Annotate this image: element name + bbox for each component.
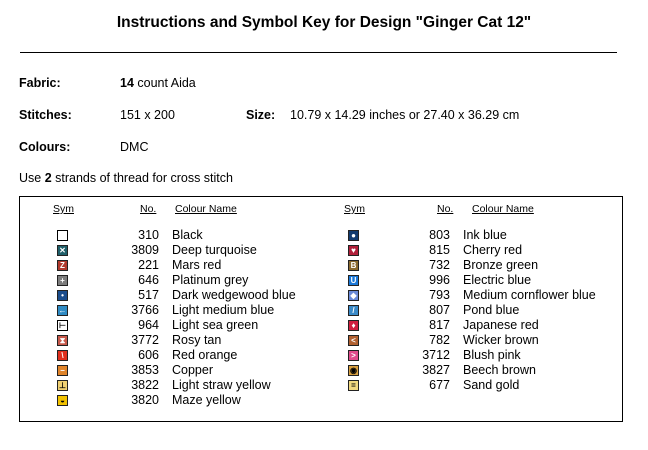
t-bar-icon: ⊢ bbox=[57, 320, 68, 331]
ring-icon: ◉ bbox=[348, 365, 359, 376]
minus-icon: − bbox=[57, 365, 68, 376]
stitches-label: Stitches: bbox=[19, 108, 72, 122]
header-sym-left: Sym bbox=[53, 203, 74, 215]
colour-name: Blush pink bbox=[463, 348, 521, 362]
hourglass-icon: ⧗ bbox=[57, 335, 68, 346]
inverted-t-icon: ⊥ bbox=[57, 380, 68, 391]
colour-name: Wicker brown bbox=[463, 333, 539, 347]
colour-name: Light medium blue bbox=[172, 303, 275, 317]
dmc-number: 3772 bbox=[131, 333, 159, 347]
slash-forward-icon: / bbox=[348, 305, 359, 316]
colour-name: Deep turquoise bbox=[172, 243, 257, 257]
dmc-number: 3809 bbox=[131, 243, 159, 257]
dmc-number: 964 bbox=[138, 318, 159, 332]
strand-instruction: Use 2 strands of thread for cross stitch bbox=[19, 171, 233, 185]
title-divider bbox=[20, 52, 617, 53]
colour-name: Cherry red bbox=[463, 243, 523, 257]
dmc-number: 3712 bbox=[422, 348, 450, 362]
z-icon: Z bbox=[57, 260, 68, 271]
colours-value: DMC bbox=[120, 140, 149, 154]
colour-name: Dark wedgewood blue bbox=[172, 288, 296, 302]
colour-name: Platinum grey bbox=[172, 273, 249, 287]
size-value: 10.79 x 14.29 inches or 27.40 x 36.29 cm bbox=[290, 108, 520, 122]
dmc-number: 807 bbox=[429, 303, 450, 317]
plus-icon: + bbox=[57, 275, 68, 286]
dmc-number: 677 bbox=[429, 378, 450, 392]
colour-name: Light straw yellow bbox=[172, 378, 271, 392]
colour-name: Medium cornflower blue bbox=[463, 288, 596, 302]
u-icon: U bbox=[348, 275, 359, 286]
outline-square bbox=[57, 230, 68, 241]
dmc-number: 3853 bbox=[131, 363, 159, 377]
colour-name: Mars red bbox=[172, 258, 222, 272]
colour-name: Pond blue bbox=[463, 303, 520, 317]
colour-name: Electric blue bbox=[463, 273, 532, 287]
dmc-number: 782 bbox=[429, 333, 450, 347]
dmc-number: 3766 bbox=[131, 303, 159, 317]
stitches-value: 151 x 200 bbox=[120, 108, 175, 122]
greater-than-icon: > bbox=[348, 350, 359, 361]
equals-icon: = bbox=[348, 380, 359, 391]
fabric-type: count Aida bbox=[133, 76, 196, 90]
x-icon: ✕ bbox=[57, 245, 68, 256]
dmc-number: 732 bbox=[429, 258, 450, 272]
b-icon: B bbox=[348, 260, 359, 271]
header-no-left: No. bbox=[140, 203, 157, 215]
dmc-number: 606 bbox=[138, 348, 159, 362]
circle-icon: ● bbox=[348, 230, 359, 241]
half-circle-icon: ◒ bbox=[57, 395, 68, 406]
dmc-number: 996 bbox=[429, 273, 450, 287]
drop-icon: ♦ bbox=[348, 320, 359, 331]
colour-name: Rosy tan bbox=[172, 333, 222, 347]
dmc-number: 803 bbox=[429, 228, 450, 242]
colours-label: Colours: bbox=[19, 140, 71, 154]
dmc-number: 517 bbox=[138, 288, 159, 302]
fabric-value bbox=[120, 76, 196, 90]
dmc-number: 3820 bbox=[131, 393, 159, 407]
colour-name: Ink blue bbox=[463, 228, 507, 242]
strand-count: 2 bbox=[44, 171, 52, 185]
dmc-number: 3822 bbox=[131, 378, 159, 392]
dmc-number: 221 bbox=[138, 258, 159, 272]
page-title: Instructions and Symbol Key for Design "Ginger Cat 12" bbox=[116, 14, 532, 31]
heart-icon: ♥ bbox=[348, 245, 359, 256]
colour-name: Light sea green bbox=[172, 318, 259, 332]
header-name-right: Colour Name bbox=[472, 203, 534, 215]
colour-name: Maze yellow bbox=[172, 393, 241, 407]
colour-name: Beech brown bbox=[463, 363, 536, 377]
header-sym-right: Sym bbox=[344, 203, 365, 215]
dmc-number: 310 bbox=[138, 228, 159, 242]
colour-name: Japanese red bbox=[463, 318, 539, 332]
dmc-number: 793 bbox=[429, 288, 450, 302]
colour-name: Copper bbox=[172, 363, 213, 377]
size-label: Size: bbox=[246, 108, 276, 122]
dot-icon: • bbox=[57, 290, 68, 301]
header-name-left: Colour Name bbox=[175, 203, 237, 215]
slash-icon: \ bbox=[57, 350, 68, 361]
dmc-number: 817 bbox=[429, 318, 450, 332]
fabric-label: Fabric: bbox=[19, 76, 61, 90]
diamond-icon: ◆ bbox=[348, 290, 359, 301]
colour-name: Sand gold bbox=[463, 378, 520, 392]
less-than-icon: < bbox=[348, 335, 359, 346]
arrow-left-icon: ← bbox=[58, 305, 67, 315]
dmc-number: 646 bbox=[138, 273, 159, 287]
colour-name: Red orange bbox=[172, 348, 238, 362]
colour-name: Black bbox=[172, 228, 203, 242]
fabric-count: 14 bbox=[120, 76, 134, 90]
dmc-number: 3827 bbox=[422, 363, 450, 377]
colour-name: Bronze green bbox=[463, 258, 539, 272]
dmc-number: 815 bbox=[429, 243, 450, 257]
header-no-right: No. bbox=[437, 203, 454, 215]
